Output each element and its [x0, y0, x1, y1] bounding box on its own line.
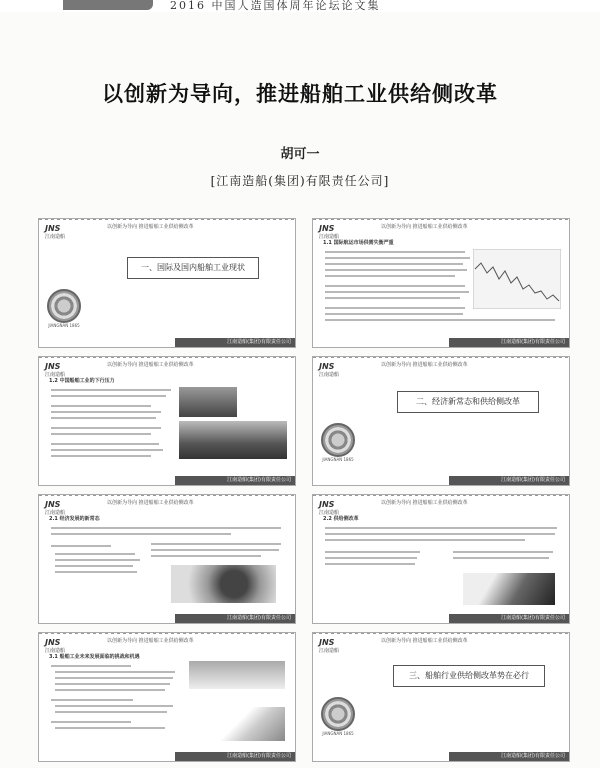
text-line: [51, 533, 231, 535]
text-line: [55, 683, 170, 685]
text-line: [325, 285, 465, 287]
text-line: [325, 551, 420, 553]
text-line: [453, 551, 553, 553]
slide-footer: 江南造船(集团)有限责任公司: [175, 476, 295, 485]
slide-section: 1.1 国际航运市场供需失衡严重: [323, 240, 394, 246]
text-line: [325, 307, 465, 309]
slide-header: 以创新为导向 推进船舶工业供给侧改革: [107, 500, 194, 506]
text-line: [51, 411, 161, 413]
text-line: [325, 563, 415, 565]
seal-caption: JIANGNAN 1865: [322, 457, 354, 462]
text-line: [51, 699, 133, 701]
index-chart: [473, 249, 561, 309]
text-line: [325, 527, 557, 529]
ship-photo: [179, 387, 237, 417]
concept-illustration: [171, 565, 276, 603]
slide-footer: 江南造船(集团)有限责任公司: [449, 338, 569, 347]
text-line: [55, 571, 137, 573]
slide-footer: 江南造船(集团)有限责任公司: [449, 476, 569, 485]
text-line: [55, 553, 135, 555]
text-line: [55, 671, 175, 673]
slide-header: 以创新为导向 推进船舶工业供给侧改革: [381, 362, 468, 368]
text-line: [51, 721, 131, 723]
slide-2: [312, 218, 570, 348]
slide-section: 2.2 供给侧改革: [323, 516, 359, 522]
reform-illustration: [209, 707, 285, 741]
slide-8: [312, 632, 570, 762]
text-line: [325, 269, 467, 271]
text-line: [325, 263, 463, 265]
text-line: [55, 565, 133, 567]
text-line: [325, 557, 417, 559]
company-seal-icon: [321, 697, 355, 731]
text-line: [55, 705, 173, 707]
slide-footer: 江南造船(集团)有限责任公司: [449, 752, 569, 761]
text-line: [325, 251, 465, 253]
section-title-box: 一、国际及国内船舶工业现状: [127, 257, 259, 279]
slide-header: 以创新为导向 推进船舶工业供给侧改革: [381, 224, 468, 230]
text-line: [151, 549, 279, 551]
company-logo: JNS 江南造船: [45, 224, 66, 240]
company-logo: JNS 江南造船: [319, 224, 340, 240]
slide-section: 1.2 中国船舶工业的下行压力: [49, 378, 115, 384]
header-decoration: [63, 0, 153, 10]
slide-header: 以创新为导向 推进船舶工业供给侧改革: [107, 362, 194, 368]
text-line: [51, 545, 111, 547]
slide-footer: 江南造船(集团)有限责任公司: [175, 752, 295, 761]
slide-section: 2.1 经济发展的新常态: [49, 516, 100, 522]
slide-5: [38, 494, 296, 624]
text-line: [151, 555, 261, 557]
text-line: [453, 557, 549, 559]
text-line: [55, 677, 173, 679]
text-line: [325, 291, 469, 293]
company-seal-icon: [47, 289, 81, 323]
text-line: [55, 711, 167, 713]
slide-6: [312, 494, 570, 624]
text-line: [51, 427, 161, 429]
trend-graphic: [189, 661, 285, 689]
slide-footer: 江南造船(集团)有限责任公司: [175, 614, 295, 623]
paper-author: 胡可一: [280, 147, 320, 162]
text-line: [51, 405, 151, 407]
text-line: [325, 313, 463, 315]
slide-footer: 江南造船(集团)有限责任公司: [175, 338, 295, 347]
text-line: [51, 395, 166, 397]
slide-1: [38, 218, 296, 348]
chart-frame: [473, 249, 561, 309]
slide-section: 3.1 船舶工业未来发展面临的挑战和机遇: [49, 654, 140, 660]
company-logo: JNS 江南造船: [45, 638, 66, 654]
seal-caption: JIANGNAN 1865: [48, 323, 80, 328]
text-line: [51, 455, 151, 457]
text-line: [325, 257, 470, 259]
text-line: [51, 389, 171, 391]
company-logo: JNS 江南造船: [319, 638, 340, 654]
slide-3: [38, 356, 296, 486]
text-line: [325, 275, 455, 277]
tanker-photo: [179, 421, 287, 459]
text-line: [55, 689, 165, 691]
paper-title: 以创新为导向，推进船舶工业供给侧改革: [102, 82, 498, 106]
text-line: [325, 539, 525, 541]
slide-header: 以创新为导向 推进船舶工业供给侧改革: [107, 638, 194, 644]
slide-footer: 江南造船(集团)有限责任公司: [449, 614, 569, 623]
slide-header: 以创新为导向 推进船舶工业供给侧改革: [381, 500, 468, 506]
page-header: [0, 0, 600, 12]
company-logo: JNS 江南造船: [319, 362, 340, 378]
section-title-box: 二、经济新常态和供给侧改革: [397, 391, 539, 413]
running-title: 2016 中国人造国体周年论坛论文集: [170, 0, 381, 12]
company-seal-icon: [321, 423, 355, 457]
text-line: [55, 727, 165, 729]
text-line: [51, 443, 159, 445]
slide-7: [38, 632, 296, 762]
text-line: [325, 533, 555, 535]
reform-illustration: [463, 573, 555, 605]
text-line: [51, 449, 163, 451]
text-line: [325, 319, 555, 321]
paper-affiliation: [江南造船(集团)有限责任公司]: [210, 174, 390, 188]
text-line: [51, 665, 131, 667]
text-line: [51, 527, 281, 529]
company-logo: JNS 江南造船: [45, 362, 66, 378]
slide-header: 以创新为导向 推进船舶工业供给侧改革: [107, 224, 194, 230]
company-logo: JNS 江南造船: [319, 500, 340, 516]
text-line: [325, 297, 460, 299]
section-title-box: 三、船舶行业供给侧改革势在必行: [393, 665, 545, 687]
slide-4: [312, 356, 570, 486]
text-line: [55, 559, 140, 561]
text-line: [51, 417, 156, 419]
company-logo: JNS 江南造船: [45, 500, 66, 516]
seal-caption: JIANGNAN 1865: [322, 731, 354, 736]
text-line: [51, 433, 151, 435]
text-line: [151, 543, 281, 545]
slide-header: 以创新为导向 推进船舶工业供给侧改革: [381, 638, 468, 644]
